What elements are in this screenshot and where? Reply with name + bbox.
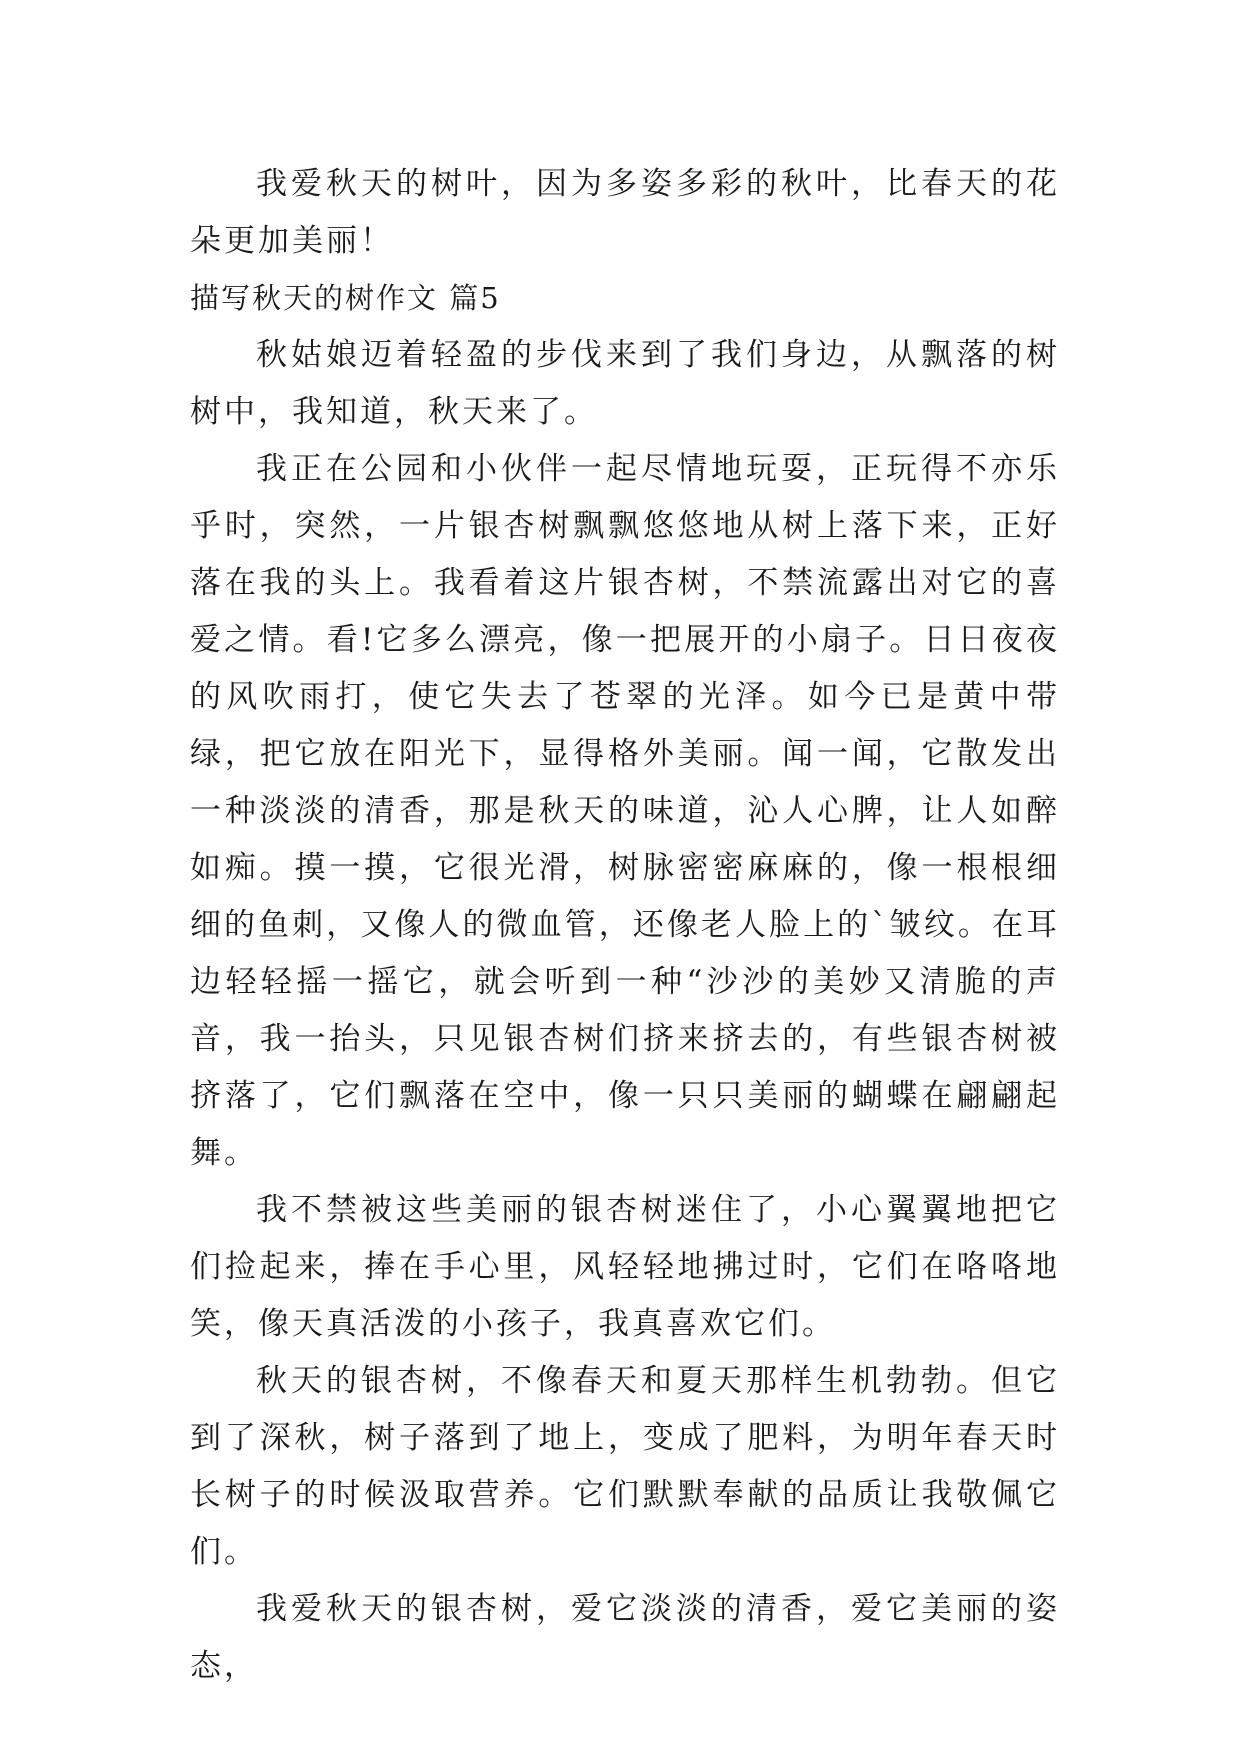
paragraph-late-autumn: 秋天的银杏树，不像春天和夏天那样生机勃勃。但它到了深秋，树子落到了地上，变成了肥料，为明年春天时长树子的时候汲取营养。它们默默奉献的品质让我敬佩它们。 — [190, 1363, 1060, 1570]
paragraph-picking-up-leaves: 我不禁被这些美丽的银杏树迷住了，小心翼翼地把它们捡起来，捧在手心里，风轻轻地拂过时，它们在咯咯地笑，像天真活泼的小孩子，我真喜欢它们。 — [190, 1192, 1060, 1342]
document-body — [190, 156, 1060, 1695]
section-heading: 描写秋天的树作文 篇5 — [190, 281, 501, 315]
paragraph-love-ginkgo: 我爱秋天的银杏树，爱它淡淡的清香，爱它美丽的姿态， — [190, 1591, 1060, 1684]
paragraph-autumn-leaves-ending: 我爱秋天的树叶，因为多姿多彩的秋叶，比春天的花朵更加美丽！ — [190, 166, 1060, 259]
paragraph-ginkgo-in-park: 我正在公园和小伙伴一起尽情地玩耍，正玩得不亦乐乎时，突然，一片银杏树飘飘悠悠地从树上落下来，正好落在我的头上。我看着这片银杏树，不禁流露出对它的喜爱之情。看!它多么漂亮，像一把展开的小扇子。日日夜夜的风吹雨打，使它失去了苍翠的光泽。如今已是黄中带绿，把它放在阳光下，显得格外美丽。闻一闻，它散发出一种淡淡的清香，那是秋天的味道，沁人心脾，让人如醉如痴。摸一摸，它很光滑，树脉密密麻麻的，像一根根细细的鱼刺，又像人的微血管，还像老人脸上的`皱纹。在耳边轻轻摇一摇它，就会听到一种“沙沙的美妙又清脆的声音，我一抬头，只见银杏树们挤来挤去的，有些银杏树被挤落了，它们飘落在空中，像一只只美丽的蝴蝶在翩翩起舞。 — [190, 451, 1060, 1171]
paragraph-autumn-arrives: 秋姑娘迈着轻盈的步伐来到了我们身边，从飘落的树树中，我知道，秋天来了。 — [190, 337, 1060, 430]
